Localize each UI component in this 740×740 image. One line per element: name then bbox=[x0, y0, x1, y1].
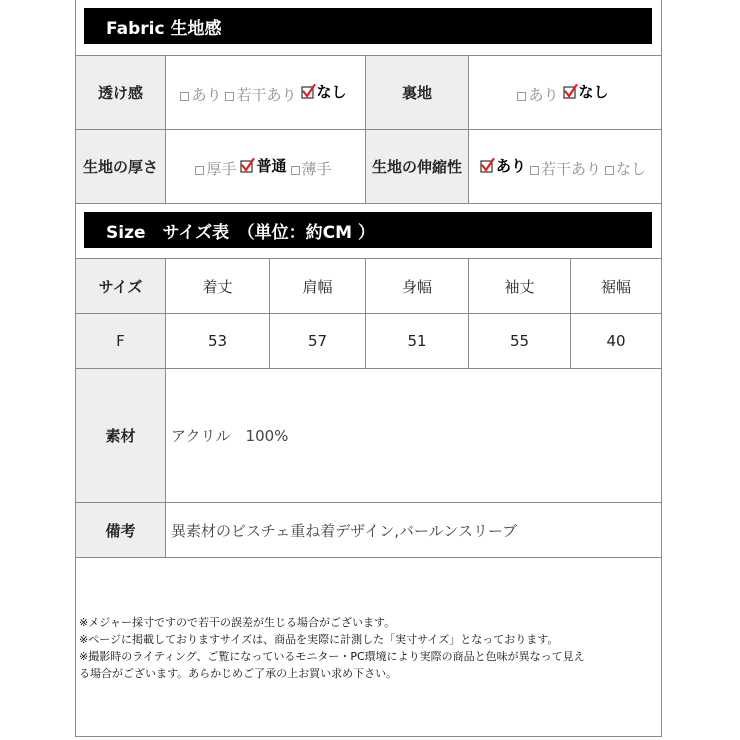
option-label: あり bbox=[495, 156, 526, 175]
thickness-label: 生地の厚さ bbox=[76, 130, 165, 203]
thickness-options bbox=[166, 130, 365, 203]
hem-column-header: 裾幅 bbox=[600, 277, 631, 296]
sleeve-value: 55 bbox=[509, 332, 530, 350]
length-column-header: 着丈 bbox=[202, 277, 233, 296]
lining-label: 裏地 bbox=[366, 56, 468, 129]
option-unchecked bbox=[195, 158, 236, 179]
checked-box-icon bbox=[563, 84, 578, 99]
divider bbox=[75, 557, 662, 558]
option-label: 若干あり bbox=[540, 159, 601, 178]
option-label: あり bbox=[528, 85, 559, 104]
empty-box-icon bbox=[195, 166, 204, 175]
shoulder-value: 57 bbox=[307, 332, 328, 350]
option-label: なし bbox=[578, 82, 609, 101]
option-unchecked bbox=[291, 158, 332, 179]
checked-box-icon bbox=[480, 158, 495, 173]
size-column-header: サイズ bbox=[76, 259, 165, 313]
hem-value: 40 bbox=[606, 332, 626, 350]
notes bbox=[79, 614, 659, 682]
option-unchecked bbox=[517, 84, 558, 105]
empty-box-icon bbox=[225, 92, 234, 101]
length-value: 53 bbox=[207, 332, 228, 350]
material-value: アクリル 100% bbox=[171, 427, 289, 445]
empty-box-icon bbox=[291, 166, 300, 175]
option-unchecked bbox=[530, 158, 601, 179]
option-group bbox=[480, 155, 650, 179]
transparency-label: 透け感 bbox=[76, 56, 165, 129]
option-checked bbox=[301, 81, 347, 102]
option-label: あり bbox=[191, 85, 222, 104]
chest-column-header: 身幅 bbox=[401, 277, 432, 296]
option-label: なし bbox=[616, 159, 647, 178]
option-unchecked bbox=[180, 84, 221, 105]
option-group bbox=[195, 155, 335, 179]
lining-options bbox=[469, 56, 661, 129]
size-value: F bbox=[76, 314, 165, 368]
remarks-label: 備考 bbox=[76, 503, 165, 557]
chest-value: 51 bbox=[407, 332, 427, 350]
option-label: 普通 bbox=[256, 156, 287, 175]
option-group bbox=[517, 81, 612, 105]
option-unchecked bbox=[605, 158, 646, 179]
option-unchecked bbox=[225, 84, 296, 105]
option-group bbox=[180, 81, 350, 105]
option-label: 若干あり bbox=[236, 85, 297, 104]
empty-box-icon bbox=[180, 92, 189, 101]
option-checked bbox=[563, 81, 609, 102]
empty-box-icon bbox=[605, 166, 614, 175]
divider bbox=[75, 203, 662, 204]
note-line: ※撮影時のライティング、ご覧になっているモニター・PC環境により実際の商品と色味が異なって見え bbox=[79, 650, 585, 663]
shoulder-column-header: 肩幅 bbox=[302, 277, 333, 296]
stretch-options bbox=[469, 130, 661, 203]
sleeve-column-header: 袖丈 bbox=[504, 277, 535, 296]
option-label: なし bbox=[316, 82, 347, 101]
option-checked bbox=[240, 155, 286, 176]
stretch-label: 生地の伸縮性 bbox=[366, 130, 468, 203]
option-checked bbox=[480, 155, 526, 176]
empty-box-icon bbox=[517, 92, 526, 101]
note-line: ※ページに掲載しておりますサイズは、商品を実際に計測した「実寸サイズ」となっております。 bbox=[79, 633, 559, 646]
option-label: 厚手 bbox=[206, 159, 237, 178]
checked-box-icon bbox=[240, 158, 255, 173]
note-line: ※メジャー採寸ですので若干の誤差が生じる場合がございます。 bbox=[79, 616, 396, 629]
fabric-section-header: Fabric 生地感 bbox=[84, 8, 652, 44]
checked-box-icon bbox=[301, 84, 316, 99]
note-line: る場合がございます。あらかじめご了承の上お買い求め下さい。 bbox=[79, 667, 398, 680]
material-label: 素材 bbox=[76, 369, 165, 502]
empty-box-icon bbox=[530, 166, 539, 175]
size-section-header: Size サイズ表 （単位：約CM ） bbox=[84, 212, 652, 248]
remarks-value: 異素材のビスチェ重ね着デザイン,バールンスリーブ bbox=[171, 521, 518, 540]
transparency-options bbox=[166, 56, 365, 129]
option-label: 薄手 bbox=[301, 159, 332, 178]
